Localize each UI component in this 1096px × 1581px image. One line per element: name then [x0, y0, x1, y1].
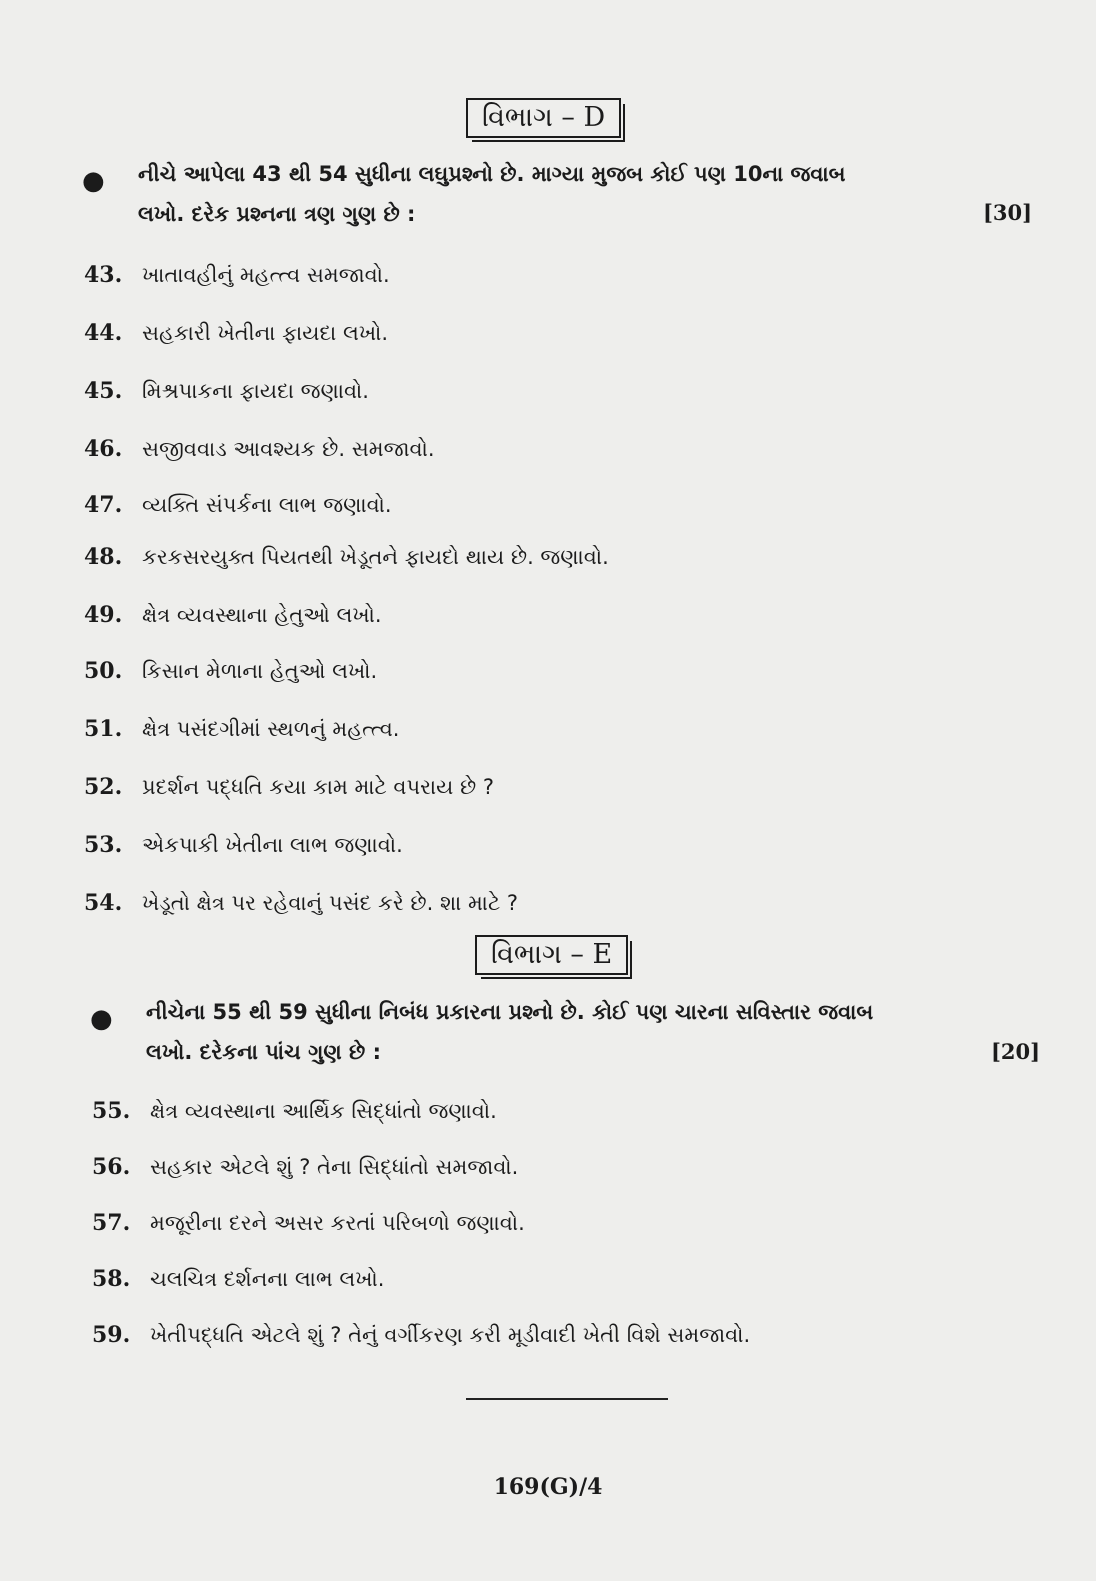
question-text: ક્ષેત્ર પસંદગીમાં સ્થળનું મહત્ત્વ. [142, 717, 400, 741]
question-52 [84, 774, 494, 800]
question-59 [92, 1322, 750, 1348]
question-number: 49. [84, 602, 123, 628]
question-number: 56. [92, 1154, 131, 1180]
question-text: સજીવવાડ આવશ્યક છે. સમજાવો. [142, 437, 435, 461]
section-e-instruction-line2: લખો. દરેકના પાંચ ગુણ છે : [146, 1040, 381, 1064]
question-text: ખાતાવહીનું મહત્ત્વ સમજાવો. [142, 263, 390, 287]
section-d-heading-text: વિભાગ – D [482, 102, 606, 133]
question-number: 53. [84, 832, 123, 858]
question-58 [92, 1266, 384, 1292]
question-number: 58. [92, 1266, 131, 1292]
question-text: મજૂરીના દરને અસર કરતાં પરિબળો જણાવો. [150, 1211, 525, 1235]
question-43 [84, 262, 390, 288]
question-text: ચલચિત્ર દર્શનના લાભ લખો. [150, 1267, 385, 1291]
section-d-instructions [138, 154, 998, 234]
question-44 [84, 320, 388, 346]
section-e-heading-text: વિભાગ – E [491, 939, 613, 970]
question-text: કિસાન મેળાના હેતુઓ લખો. [142, 659, 378, 683]
question-number: 43. [84, 262, 123, 288]
question-number: 51. [84, 716, 123, 742]
question-47 [84, 492, 392, 518]
question-50 [84, 658, 377, 684]
question-51 [84, 716, 399, 742]
question-53 [84, 832, 403, 858]
question-text: સહકાર એટલે શું ? તેના સિદ્ધાંતો સમજાવો. [150, 1155, 519, 1179]
question-text: ખેડૂતો ક્ષેત્ર પર રહેવાનું પસંદ કરે છે. શા માટે ? [142, 891, 518, 915]
question-49 [84, 602, 382, 628]
question-54 [84, 890, 518, 916]
question-number: 54. [84, 890, 123, 916]
question-text: ક્ષેત્ર વ્યવસ્થાના હેતુઓ લખો. [142, 603, 382, 627]
page-code: 169(G)/4 [493, 1474, 603, 1500]
question-number: 46. [84, 436, 123, 462]
question-text: ક્ષેત્ર વ્યવસ્થાના આર્થિક સિદ્ધાંતો જણાવો. [150, 1099, 497, 1123]
question-46 [84, 436, 435, 462]
question-text: વ્યક્તિ સંપર્કના લાભ જણાવો. [142, 493, 392, 517]
question-number: 59. [92, 1322, 131, 1348]
question-text: કરકસરયુક્ત પિયતથી ખેડૂતને ફાયદો થાય છે. જણાવો. [142, 545, 609, 569]
question-number: 55. [92, 1098, 131, 1124]
question-number: 52. [84, 774, 123, 800]
section-d-marks: [30] [983, 200, 1033, 225]
section-e-instruction-line1: નીચેના 55 થી 59 સુધીના નિબંધ પ્રકારના પ્રશ્નો છે. કોઈ પણ ચારના સવિસ્તાર જવાબ [146, 1000, 874, 1024]
end-rule [466, 1398, 668, 1400]
page-footer [0, 1474, 1096, 1500]
bullet-icon: ● [82, 166, 105, 196]
question-text: એકપાકી ખેતીના લાભ જણાવો. [142, 833, 403, 857]
question-number: 45. [84, 378, 123, 404]
question-45 [84, 378, 369, 404]
section-e-heading [475, 935, 628, 975]
question-number: 48. [84, 544, 123, 570]
question-56 [92, 1154, 518, 1180]
question-55 [92, 1098, 497, 1124]
question-48 [84, 544, 609, 570]
question-number: 47. [84, 492, 123, 518]
section-e-instructions [146, 992, 1006, 1072]
question-text: પ્રદર્શન પદ્ધતિ કયા કામ માટે વપરાય છે ? [142, 775, 495, 799]
section-d-instruction-line2: લખો. દરેક પ્રશ્નના ત્રણ ગુણ છે : [138, 202, 416, 226]
question-number: 50. [84, 658, 123, 684]
question-text: સહકારી ખેતીના ફાયદા લખો. [142, 321, 389, 345]
question-text: ખેતીપદ્ધતિ એટલે શું ? તેનું વર્ગીકરણ કરી મૂડીવાદી ખેતી વિશે સમજાવો. [150, 1323, 751, 1347]
section-e-marks: [20] [991, 1039, 1041, 1064]
bullet-icon: ● [90, 1004, 113, 1034]
section-d-instruction-line1: નીચે આપેલા 43 થી 54 સુધીના લઘુપ્રશ્નો છે. માગ્યા મુજબ કોઈ પણ 10ના જવાબ [138, 162, 846, 186]
section-d-heading [466, 98, 621, 138]
question-number: 57. [92, 1210, 131, 1236]
question-number: 44. [84, 320, 123, 346]
question-text: મિશ્રપાકના ફાયદા જણાવો. [142, 379, 369, 403]
question-57 [92, 1210, 525, 1236]
